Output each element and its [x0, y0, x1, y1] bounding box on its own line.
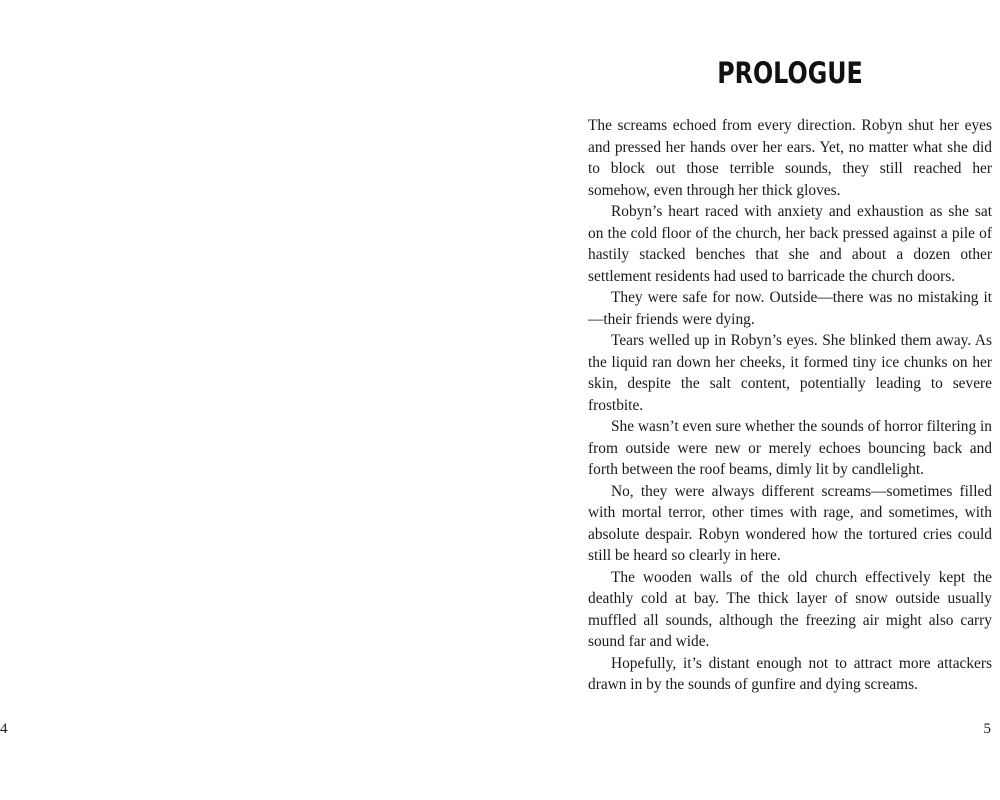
right-page — [500, 0, 1000, 800]
chapter-title: PROLOGUE — [717, 56, 863, 90]
paragraph: They were safe for now. Outside—there was no mistaking it—their friends were dying. — [588, 289, 992, 328]
chapter-body — [588, 115, 992, 696]
paragraph: She wasn’t even sure whether the sounds of horror filtering in from outside were new or merely echoes bouncing back and forth between the roof beams, dimly lit by candlelight. — [588, 418, 992, 478]
paragraph: No, they were always different screams—sometimes filled with mortal terror, other times with rage, and sometimes, with absolute despair. Robyn wondered how the tortured cries could still be heard so clearly in here. — [588, 482, 992, 564]
right-page-number: 5 — [983, 721, 991, 737]
left-page-number: 4 — [0, 721, 8, 737]
paragraph: Tears welled up in Robyn’s eyes. She blinked them away. As the liquid ran down her cheeks, it formed tiny ice chunks on her skin, despite the salt content, potentially leading to severe frostbite. — [588, 332, 992, 414]
paragraph: The wooden walls of the old church effectively kept the deathly cold at bay. The thick layer of snow outside usually muffled all sounds, although the freezing air might also carry sound far and wide. — [588, 568, 992, 650]
paragraph: The screams echoed from every direction. Robyn shut her eyes and pressed her hands over her ears. Yet, no matter what she did to block out those terrible sounds, they still reached her somehow, even through her thick gloves. — [588, 117, 992, 199]
paragraph: Hopefully, it’s distant enough not to attract more attackers drawn in by the sounds of gunfire and dying screams. — [588, 654, 992, 693]
paragraph: Robyn’s heart raced with anxiety and exhaustion as she sat on the cold floor of the church, her back pressed against a pile of hastily stacked benches that she and about a dozen other settlement residents had used to barricade the church doors. — [588, 203, 992, 285]
